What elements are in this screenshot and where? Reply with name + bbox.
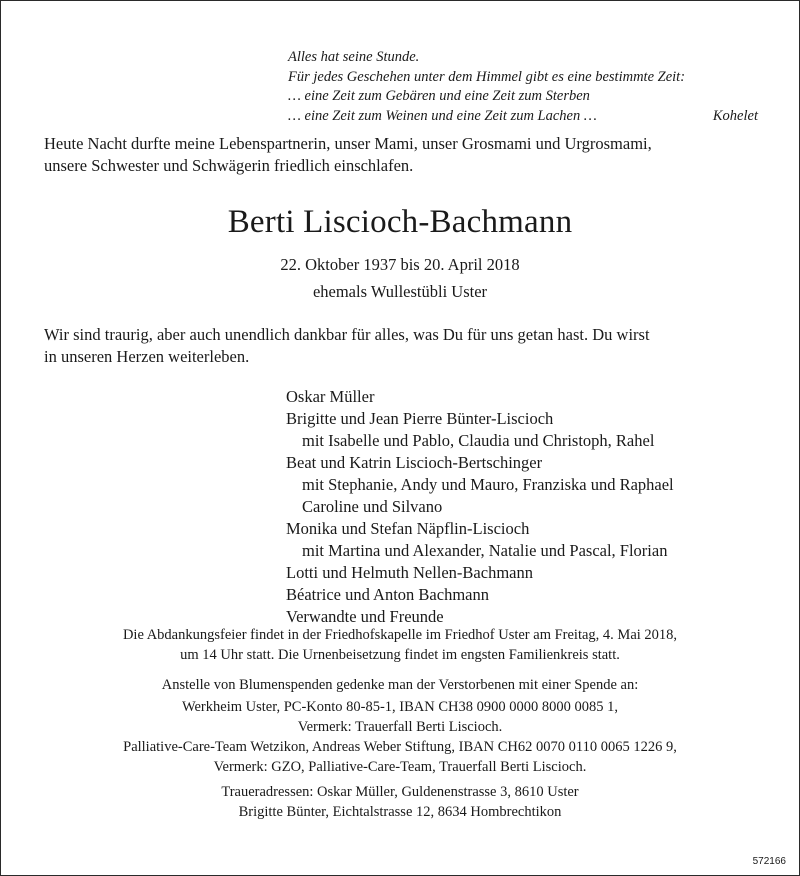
ceremony-line: um 14 Uhr statt. Die Urnenbeisetzung findet im engsten Familienkreis statt. [180,647,620,663]
mourner-row: Monika und Stefan Näpflin-Liscioch [286,519,530,538]
intro-line: Heute Nacht durfte meine Lebenspartnerin, unser Mami, unser Grosmami und Urgrosmami, [44,134,652,153]
donation-intro: Anstelle von Blumenspenden gedenke man der Verstorbenen mit einer Spende an: [161,677,639,693]
address-line: Traueradressen: Oskar Müller, Guldenenstrasse 3, 8610 Uster [221,784,579,800]
ceremony-line: Die Abdankungsfeier findet in der Friedhofskapelle im Friedhof Uster am Freitag, 4. Mai 2018, [122,627,678,643]
donation-info [0,675,800,695]
donation-werkheim [0,697,800,737]
mourner-subline: mit Martina und Alexander, Natalie und Pascal, Florian [302,541,668,560]
mourner-subline: Caroline und Silvano [302,497,443,516]
donation-line: Vermerk: Trauerfall Berti Liscioch. [297,719,503,735]
mourner-subline: mit Isabelle und Pablo, Claudia und Christoph, Rahel [302,431,655,450]
reference-number: 572166 [752,856,786,867]
gratitude-text [44,324,764,368]
motto-line: … eine Zeit zum Gebären und eine Zeit zum Sterben [288,88,590,104]
address-line: Brigitte Bünter, Eichtalstrasse 12, 8634 Hombrechtikon [238,804,562,820]
donation-line: Vermerk: GZO, Palliative-Care-Team, Trauerfall Berti Liscioch. [213,759,587,775]
mourner-row: Brigitte und Jean Pierre Bünter-Liscioch [286,409,554,428]
mourner-row: Beat und Katrin Liscioch-Bertschinger [286,453,543,472]
gratitude-line: Wir sind traurig, aber auch unendlich dankbar für alles, was Du für uns getan hast. Du wirst [44,325,650,344]
intro-line: unsere Schwester und Schwägerin friedlich einschlafen. [44,156,414,175]
donation-palliative [0,737,800,777]
life-dates: 22. Oktober 1937 bis 20. April 2018 [280,255,520,274]
donation-line: Palliative-Care-Team Wetzikon, Andreas Weber Stiftung, IBAN CH62 0070 0110 0065 1226 9, [123,739,677,755]
mourner-subline: mit Stephanie, Andy und Mauro, Franziska und Raphael [302,475,674,494]
mourner-row: Lotti und Helmuth Nellen-Bachmann [286,563,533,582]
motto-quote [288,48,758,126]
motto-line: … eine Zeit zum Weinen und eine Zeit zum Lachen … [288,107,597,124]
former-business: ehemals Wullestübli Uster [312,282,488,301]
mourning-addresses [0,782,800,822]
motto-source: Kohelet [712,107,758,124]
mourners-list [286,386,766,628]
mourner-row: Béatrice und Anton Bachmann [286,585,489,604]
motto-line: Alles hat seine Stunde. [288,49,420,65]
gratitude-line: in unseren Herzen weiterleben. [44,347,250,366]
donation-line: Werkheim Uster, PC-Konto 80-85-1, IBAN CH38 0900 0000 8000 0085 1, [181,699,619,715]
mourner-row: Oskar Müller [286,387,375,406]
ceremony-info [0,625,800,665]
mourner-row: Verwandte und Freunde [286,607,444,626]
deceased-name: Berti Liscioch-Bachmann [227,204,573,240]
motto-line: Für jedes Geschehen unter dem Himmel gibt es eine bestimmte Zeit: [288,68,686,85]
intro-text [44,133,764,177]
